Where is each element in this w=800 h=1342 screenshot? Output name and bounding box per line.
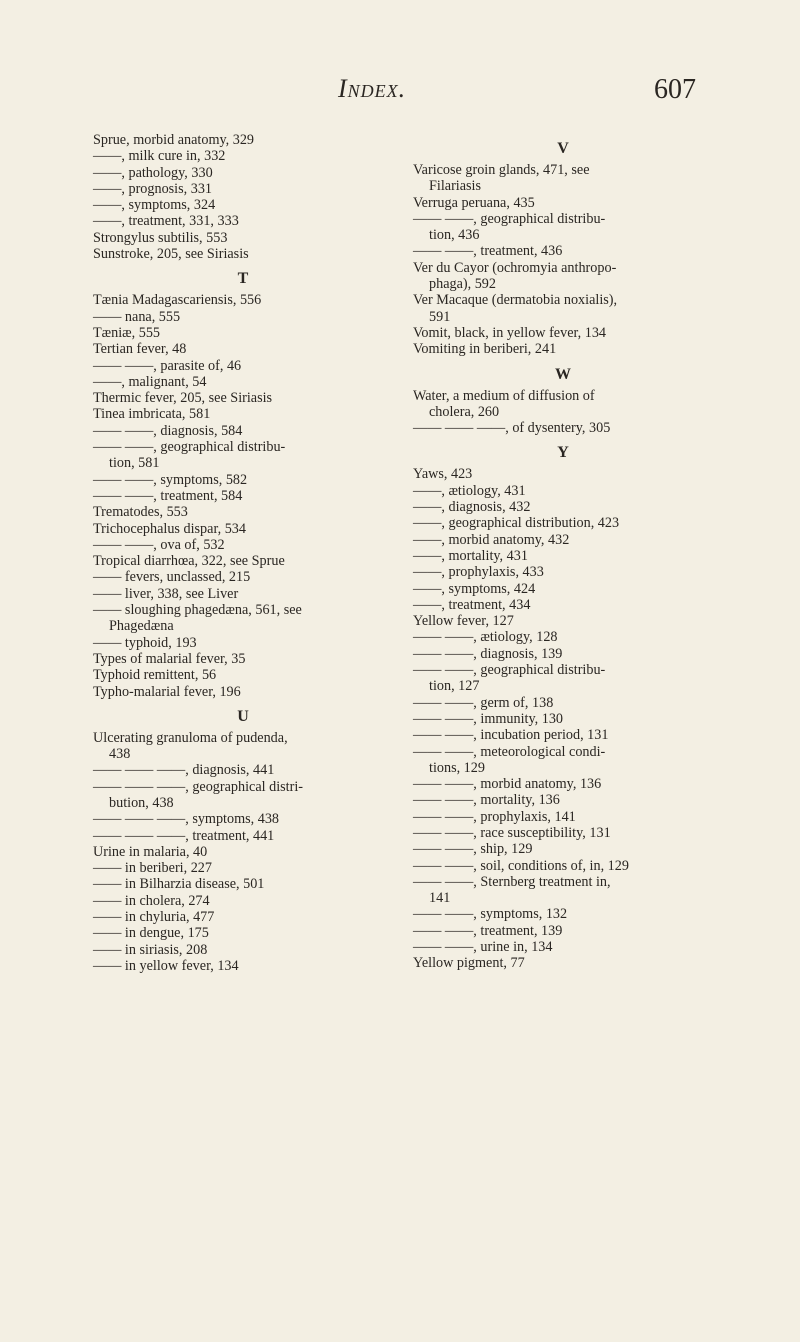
index-entry: —— ——, germ of, 138	[413, 694, 554, 711]
index-entry: cholera, 260	[429, 403, 500, 420]
index-entry: —— ——, diagnosis, 139	[413, 645, 563, 662]
index-entry: Ver Macaque (dermatobia noxialis),	[413, 292, 618, 309]
index-entry: —— ——, ova of, 532	[93, 536, 225, 553]
index-entry: —— ——, parasite of, 46	[93, 357, 242, 374]
index-entry: —— —— ——, diagnosis, 441	[93, 762, 275, 779]
index-entry: —— ——, geographical distribu-	[413, 210, 606, 227]
index-entry: —— ——, meteorological condi-	[413, 743, 606, 760]
index-entry: ——, symptoms, 424	[413, 580, 536, 597]
index-entry: Tinea imbricata, 581	[93, 406, 211, 423]
index-entry: ——, malignant, 54	[93, 373, 207, 390]
index-entry: ——, ætiology, 431	[413, 482, 526, 499]
index-entry: 591	[429, 308, 451, 325]
index-entry: bution, 438	[109, 794, 174, 811]
index-entry: —— —— ——, symptoms, 438	[93, 811, 280, 828]
page-title: Index.	[338, 74, 407, 103]
index-entry: —— —— ——, of dysentery, 305	[413, 420, 611, 437]
index-entry: Water, a medium of diffusion of	[413, 387, 595, 404]
index-entry: Typhoid remittent, 56	[93, 667, 217, 684]
index-entry: ——, geographical distribution, 423	[413, 515, 620, 532]
index-entry: ——, symptoms, 324	[93, 197, 216, 214]
index-entry: Tænia Madagascariensis, 556	[93, 292, 262, 309]
index-entry: Sunstroke, 205, see Siriasis	[93, 246, 249, 263]
index-entry: Tropical diarrhœa, 322, see Sprue	[93, 553, 285, 570]
index-entry: ——, treatment, 331, 333	[93, 213, 239, 230]
index-entry: 141	[429, 890, 451, 907]
section-letter: T	[237, 270, 249, 288]
index-entry: —— in dengue, 175	[93, 925, 209, 942]
index-entry: ——, treatment, 434	[413, 596, 531, 613]
index-entry: Varicose groin glands, 471, see	[413, 162, 590, 178]
index-entry: —— ——, soil, conditions of, in, 129	[413, 857, 629, 874]
index-entry: Verruga peruana, 435	[413, 194, 535, 211]
index-entry: —— ——, symptoms, 582	[93, 471, 248, 488]
index-entry: Typho-malarial fever, 196	[93, 683, 241, 700]
index-entry: ——, pathology, 330	[93, 164, 213, 181]
index-entry: —— in beriberi, 227	[93, 860, 212, 877]
index-entry: ——, mortality, 431	[413, 547, 528, 564]
index-entry: Sprue, morbid anatomy, 329	[93, 132, 255, 148]
index-entry: —— ——, ship, 129	[413, 841, 533, 858]
index-entry: ——, prognosis, 331	[93, 180, 213, 197]
index-entry: Vomit, black, in yellow fever, 134	[413, 324, 607, 341]
index-entry: Phagedæna	[109, 618, 174, 635]
index-entry: —— in cholera, 274	[93, 892, 210, 909]
index-entry: —— —— ——, geographical distri-	[93, 778, 304, 795]
index-entry: —— liver, 338, see Liver	[93, 585, 239, 602]
index-entry: —— ——, incubation period, 131	[413, 727, 609, 744]
index-entry: Types of malarial fever, 35	[93, 650, 246, 667]
index-entry: Tæniæ, 555	[93, 324, 161, 341]
index-entry: —— ——, diagnosis, 584	[93, 422, 243, 439]
index-entry: —— typhoid, 193	[93, 634, 197, 651]
section-letter: V	[557, 140, 569, 157]
index-entry: tion, 436	[429, 227, 480, 244]
index-entry: tion, 127	[429, 678, 480, 695]
index-entry: —— ——, mortality, 136	[413, 792, 560, 809]
index-entry: ——, prophylaxis, 433	[413, 564, 544, 581]
index-entry: Trematodes, 553	[93, 504, 188, 521]
index-entry: —— in chyluria, 477	[93, 909, 215, 926]
index-entry: Vomiting in beriberi, 241	[413, 341, 557, 358]
index-entry: —— —— ——, treatment, 441	[93, 827, 275, 844]
index-entry: Ver du Cayor (ochromyia anthropo-	[413, 259, 617, 276]
index-entry: 438	[109, 746, 131, 763]
index-entry: —— ——, urine in, 134	[413, 939, 553, 956]
index-column-left	[93, 132, 393, 974]
index-entry: —— ——, prophylaxis, 141	[413, 808, 576, 825]
index-entry: Trichocephalus dispar, 534	[93, 520, 246, 537]
section-letter: W	[555, 365, 571, 383]
section-letter: Y	[557, 444, 569, 462]
index-entry: Yellow fever, 127	[413, 613, 514, 630]
index-entry: —— ——, treatment, 139	[413, 922, 563, 939]
index-entry: —— ——, morbid anatomy, 136	[413, 776, 602, 793]
index-entry: —— fevers, unclassed, 215	[93, 569, 251, 586]
index-entry: —— ——, treatment, 436	[413, 243, 563, 260]
page-header	[0, 74, 800, 114]
index-entry: tions, 129	[429, 759, 485, 776]
index-entry: —— ——, Sternberg treatment in,	[413, 873, 611, 890]
index-entry: phaga), 592	[429, 276, 496, 293]
index-entry: Yaws, 423	[413, 466, 473, 483]
index-entry: tion, 581	[109, 455, 160, 472]
page-number: 607	[654, 74, 696, 105]
index-entry: —— ——, race susceptibility, 131	[413, 824, 611, 841]
index-entry: —— sloughing phagedæna, 561, see	[93, 602, 302, 619]
index-entry: Filariasis	[429, 178, 482, 195]
section-letter: U	[237, 707, 249, 725]
index-column-right	[413, 132, 713, 972]
index-entry: Ulcerating granuloma of pudenda,	[93, 729, 288, 746]
index-entry: —— in Bilharzia disease, 501	[93, 876, 265, 893]
index-entry: —— ——, symptoms, 132	[413, 906, 568, 923]
index-entry: —— ——, treatment, 584	[93, 487, 243, 504]
index-entry: Thermic fever, 205, see Siriasis	[93, 390, 273, 407]
index-entry: —— in siriasis, 208	[93, 941, 208, 958]
index-entry: Strongylus subtilis, 553	[93, 229, 228, 246]
index-entry: Tertian fever, 48	[93, 341, 187, 358]
index-entry: ——, milk cure in, 332	[93, 148, 226, 165]
index-entry: Yellow pigment, 77	[413, 955, 525, 972]
index-entry: —— ——, geographical distribu-	[413, 662, 606, 679]
index-entry: Urine in malaria, 40	[93, 843, 208, 860]
index-entry: —— ——, ætiology, 128	[413, 629, 558, 646]
index-entry: —— ——, immunity, 130	[413, 710, 564, 727]
index-entry: ——, morbid anatomy, 432	[413, 531, 570, 548]
index-entry: —— in yellow fever, 134	[93, 957, 239, 974]
index-entry: ——, diagnosis, 432	[413, 499, 531, 516]
index-entry: —— ——, geographical distribu-	[93, 439, 286, 456]
index-entry: —— nana, 555	[93, 308, 181, 325]
